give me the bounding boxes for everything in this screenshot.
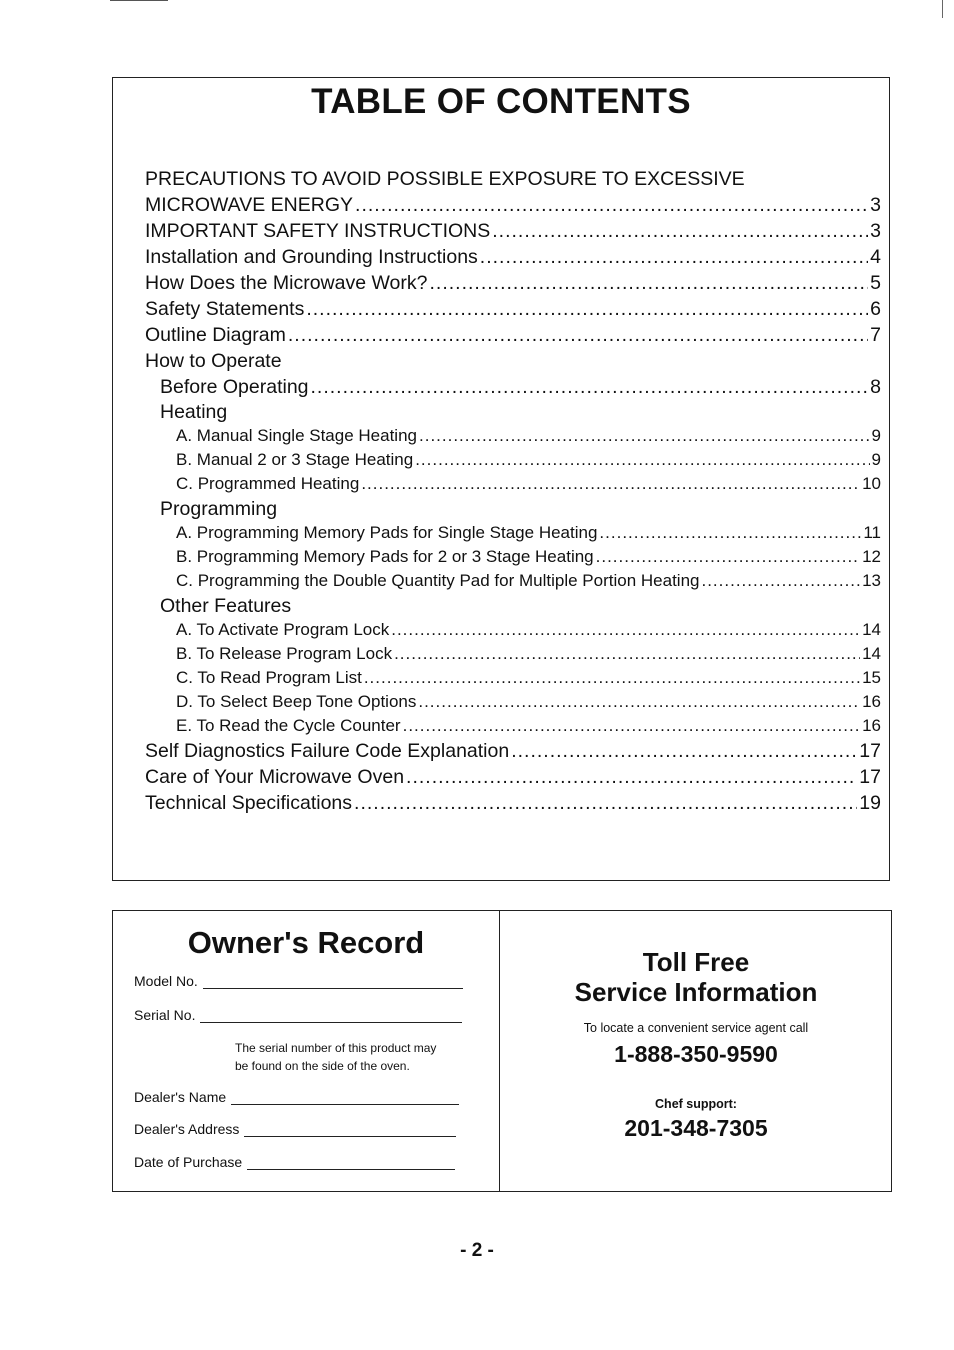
toc-entry-page: 19 xyxy=(859,792,881,814)
toc-dot-leader xyxy=(354,792,857,815)
purchase-date-label: Date of Purchase xyxy=(134,1154,243,1170)
toc-entry-label: A. To Activate Program Lock xyxy=(176,620,390,639)
toc-dot-leader xyxy=(480,246,868,269)
purchase-date-field xyxy=(134,1154,455,1170)
toc-entry-label: Self Diagnostics Failure Code Explanation xyxy=(145,740,510,762)
toc-entry-label: IMPORTANT SAFETY INSTRUCTIONS xyxy=(145,220,491,242)
toc-dot-leader xyxy=(415,450,869,470)
serial-note-line-2: be found on the side of the oven. xyxy=(235,1059,410,1073)
dealer-address-line xyxy=(244,1124,456,1137)
toc-entry xyxy=(145,272,881,298)
service-phone-number: 1-888-350-9590 xyxy=(614,1041,778,1067)
service-title-line-1: Toll Free xyxy=(642,947,750,977)
toc-dot-leader xyxy=(419,426,870,446)
toc-entry-page: 12 xyxy=(862,547,881,566)
toc-entry-label: A. Programming Memory Pads for Single Stage Heating xyxy=(176,523,598,542)
serial-number-field xyxy=(134,1007,462,1023)
toc-title: TABLE OF CONTENTS xyxy=(311,82,691,121)
serial-number-note xyxy=(235,1039,436,1075)
toc-entry-page: 16 xyxy=(862,692,881,711)
model-number-line xyxy=(203,976,463,989)
toc-dot-leader xyxy=(403,716,860,736)
serial-note-line-1: The serial number of this product may xyxy=(235,1041,437,1055)
toc-entry-label: How to Operate xyxy=(145,350,282,372)
dealer-name-line xyxy=(231,1092,459,1105)
toc-dot-leader xyxy=(391,620,860,640)
toc-entry-label: C. To Read Program List xyxy=(176,668,362,687)
serial-number-label: Serial No. xyxy=(134,1007,196,1023)
toc-entry-page: 17 xyxy=(859,740,881,762)
toc-entry-page: 13 xyxy=(862,571,881,590)
toc-entry xyxy=(145,595,881,620)
toc-entry-page: 14 xyxy=(862,620,881,639)
toc-entry xyxy=(145,498,881,523)
toc-entry xyxy=(145,401,881,426)
toc-entry-page: 11 xyxy=(863,523,881,542)
toc-dot-leader xyxy=(361,474,860,494)
toc-entry xyxy=(145,766,881,792)
toc-dot-leader xyxy=(306,298,868,321)
toc-entry-page: 6 xyxy=(870,298,881,320)
service-title-line-2: Service Information xyxy=(574,977,818,1007)
toc-entry xyxy=(145,426,881,450)
toc-entry-label: Before Operating xyxy=(160,376,309,398)
toc-entry xyxy=(145,168,881,194)
toc-entry-page: 3 xyxy=(870,220,881,242)
toc-entry xyxy=(145,298,881,324)
toc-entry xyxy=(145,740,881,766)
toc-entry-label: E. To Read the Cycle Counter xyxy=(176,716,401,735)
toc-entry xyxy=(145,792,881,818)
scan-artifact-line xyxy=(110,0,168,1)
toc-entry-label: PRECAUTIONS TO AVOID POSSIBLE EXPOSURE TO EXCESSIVE xyxy=(145,168,745,190)
toc-entry xyxy=(145,450,881,474)
toc-entry xyxy=(145,246,881,272)
toc-entry xyxy=(145,547,881,571)
serial-number-line xyxy=(200,1010,462,1023)
model-number-label: Model No. xyxy=(134,973,198,989)
toc-entry-label: Safety Statements xyxy=(145,298,305,320)
service-locate-text: To locate a convenient service agent call xyxy=(583,1021,809,1035)
toc-entry xyxy=(145,644,881,668)
scan-artifact-mark xyxy=(942,0,943,18)
toc-dot-leader xyxy=(429,272,868,295)
toc-dot-leader xyxy=(418,692,860,712)
toc-entry xyxy=(145,474,881,498)
toc-entry-label: A. Manual Single Stage Heating xyxy=(176,426,417,445)
toc-dot-leader xyxy=(701,571,860,591)
chef-support-phone: 201-348-7305 xyxy=(624,1115,768,1141)
toc-entry-label: B. Manual 2 or 3 Stage Heating xyxy=(176,450,414,469)
toc-entry-page: 16 xyxy=(862,716,881,735)
toc-entry xyxy=(145,716,881,740)
table-of-contents-box xyxy=(112,77,890,881)
toc-dot-leader xyxy=(355,194,868,217)
toc-dot-leader xyxy=(288,324,868,347)
dealer-name-field xyxy=(134,1089,459,1105)
toc-entry-page: 17 xyxy=(859,766,881,788)
toc-entry-label: Heating xyxy=(160,401,228,423)
toc-entry-list xyxy=(145,168,881,818)
toc-entry-label: Installation and Grounding Instructions xyxy=(145,246,478,268)
toc-entry xyxy=(145,324,881,350)
toc-entry xyxy=(145,571,881,595)
toc-entry-page: 5 xyxy=(870,272,881,294)
owners-record-title: Owner's Record xyxy=(187,925,425,960)
toc-entry xyxy=(145,620,881,644)
toc-entry-page: 15 xyxy=(862,668,881,687)
toc-dot-leader xyxy=(599,523,861,543)
toc-entry xyxy=(145,523,881,547)
toc-entry-label: B. To Release Program Lock xyxy=(176,644,393,663)
toc-entry-label: Programming xyxy=(160,498,278,520)
toc-dot-leader xyxy=(406,766,857,789)
toc-dot-leader xyxy=(311,376,869,399)
toc-entry-page: 4 xyxy=(870,246,881,268)
toc-dot-leader xyxy=(364,668,860,688)
toc-entry-label: Technical Specifications xyxy=(145,792,353,814)
toc-entry-label: Outline Diagram xyxy=(145,324,286,346)
toc-entry xyxy=(145,220,881,246)
toc-entry-label: Care of Your Microwave Oven xyxy=(145,766,405,788)
info-panel xyxy=(112,910,892,1192)
toc-dot-leader xyxy=(511,740,857,763)
toc-entry-page: 14 xyxy=(862,644,881,663)
model-number-field xyxy=(134,973,463,989)
toc-entry xyxy=(145,692,881,716)
page-number: - 2 - xyxy=(460,1240,494,1261)
toc-dot-leader xyxy=(492,220,868,243)
dealer-name-label: Dealer's Name xyxy=(134,1089,227,1105)
toc-dot-leader xyxy=(394,644,860,664)
toc-entry-label: MICROWAVE ENERGY xyxy=(145,194,354,216)
toc-entry-page: 3 xyxy=(870,194,881,216)
toc-entry-label: B. Programming Memory Pads for 2 or 3 Stage Heating xyxy=(176,547,594,566)
toc-entry-label: Other Features xyxy=(160,595,292,617)
toc-entry-label: D. To Select Beep Tone Options xyxy=(176,692,417,711)
toc-entry xyxy=(145,376,881,401)
toc-entry-page: 10 xyxy=(862,474,881,493)
dealer-address-label: Dealer's Address xyxy=(134,1121,240,1137)
toc-entry-page: 9 xyxy=(871,426,881,445)
purchase-date-line xyxy=(247,1157,455,1170)
toc-entry-label: C. Programming the Double Quantity Pad for Multiple Portion Heating xyxy=(176,571,700,590)
toc-dot-leader xyxy=(596,547,860,567)
dealer-address-field xyxy=(134,1121,456,1137)
chef-support-label: Chef support: xyxy=(655,1097,737,1111)
service-info-title xyxy=(499,947,893,1007)
toc-entry-page: 7 xyxy=(870,324,881,346)
toc-entry xyxy=(145,668,881,692)
toc-entry xyxy=(145,194,881,220)
toc-entry xyxy=(145,350,881,376)
toc-entry-page: 9 xyxy=(871,450,881,469)
toc-entry-label: C. Programmed Heating xyxy=(176,474,360,493)
toc-entry-label: How Does the Microwave Work? xyxy=(145,272,428,294)
toc-entry-page: 8 xyxy=(870,376,881,398)
